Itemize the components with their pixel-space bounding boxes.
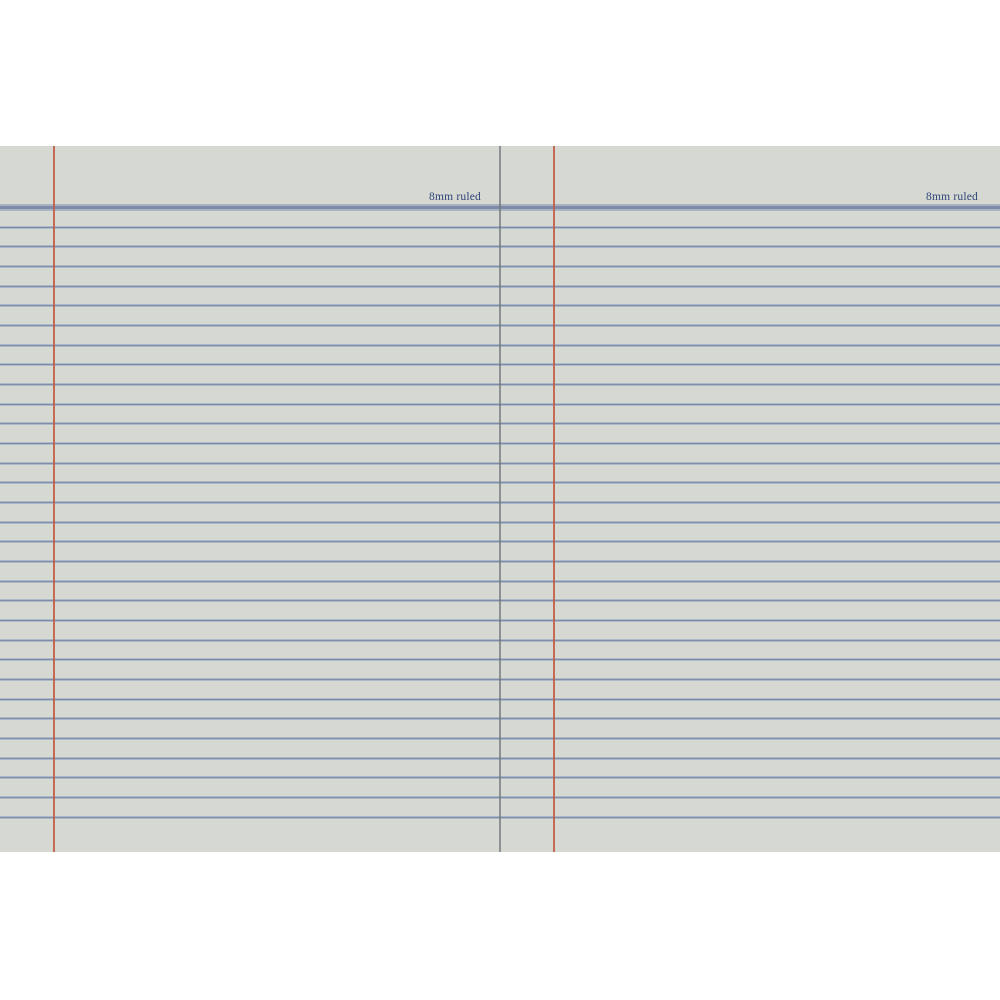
- right-page-margin-line: [553, 146, 555, 852]
- right-page-ruling-label: 8mm ruled: [926, 191, 978, 203]
- left-page-margin-line: [53, 146, 55, 852]
- spine-fold-line: [499, 146, 501, 852]
- left-page-ruling-label: 8mm ruled: [429, 191, 481, 203]
- notebook-spread: [0, 146, 1000, 852]
